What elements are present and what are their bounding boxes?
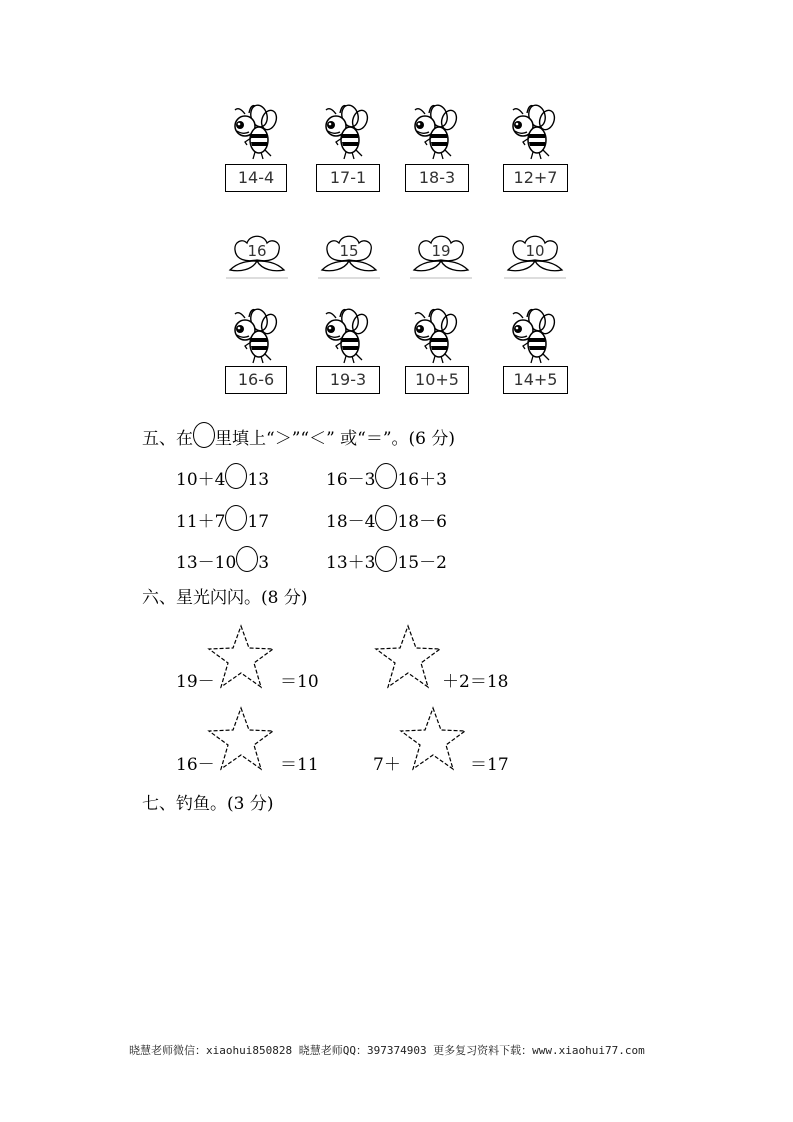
comparison-item: 13－10 3 [176, 546, 269, 575]
star-icon[interactable] [206, 706, 276, 772]
flower-number: 19 [431, 242, 451, 260]
comparison-item: 18－4 18－6 [326, 505, 447, 534]
comparison-item: 16－3 16＋3 [326, 463, 447, 492]
star-icon[interactable] [206, 624, 276, 690]
bee-icon [225, 308, 285, 366]
comparison-item: 13＋3 15－2 [326, 546, 447, 575]
star-equation-right: ＝17 [470, 755, 509, 775]
answer-circle[interactable] [375, 463, 397, 489]
question-7-title: 七、钓鱼。(3 分) [142, 794, 274, 814]
flower-number: 15 [339, 242, 359, 260]
answer-circle[interactable] [225, 463, 247, 489]
star-icon[interactable] [373, 624, 443, 690]
bee-expression-box: 10+5 [405, 366, 469, 394]
flower-icon [502, 234, 568, 280]
bee-icon [225, 104, 285, 162]
star-icon[interactable] [398, 706, 468, 772]
flower-icon [224, 234, 290, 280]
star-equation-left: 19－ [176, 672, 215, 692]
bee-expression-box: 14-4 [225, 164, 287, 192]
star-equation-right: ＝10 [280, 672, 319, 692]
bee-icon [405, 104, 465, 162]
answer-circle[interactable] [225, 505, 247, 531]
star-equation-left: 7＋ [373, 755, 401, 775]
footer-contact: 晓慧老师微信：xiaohui850828 晓慧老师QQ：397374903 更多复习资料下载：www.xiaohui77.com [129, 1044, 645, 1057]
star-equation-right: ＋2＝18 [442, 672, 509, 692]
answer-circle[interactable] [236, 546, 258, 572]
bee-icon [503, 308, 563, 366]
flower-icon [408, 234, 474, 280]
answer-circle[interactable] [375, 546, 397, 572]
flower-number: 16 [247, 242, 267, 260]
star-equation-right: ＝11 [280, 755, 319, 775]
bee-expression-box: 17-1 [316, 164, 380, 192]
bee-expression-box: 14+5 [503, 366, 568, 394]
question-5-title: 五、在 里填上“＞”“＜” 或“＝”。(6 分) [142, 422, 455, 451]
answer-circle[interactable] [375, 505, 397, 531]
comparison-item: 10＋4 13 [176, 463, 269, 492]
comparison-item: 11＋7 17 [176, 505, 269, 534]
flower-number: 10 [525, 242, 545, 260]
question-6-title: 六、星光闪闪。(8 分) [142, 588, 308, 608]
bee-icon [316, 104, 376, 162]
bee-expression-box: 19-3 [316, 366, 380, 394]
bee-icon [503, 104, 563, 162]
bee-expression-box: 12+7 [503, 164, 568, 192]
bee-expression-box: 16-6 [225, 366, 287, 394]
bee-icon [316, 308, 376, 366]
bee-expression-box: 18-3 [405, 164, 469, 192]
star-equation-left: 16－ [176, 755, 215, 775]
bee-icon [405, 308, 465, 366]
circle-blank [193, 422, 215, 448]
flower-icon [316, 234, 382, 280]
